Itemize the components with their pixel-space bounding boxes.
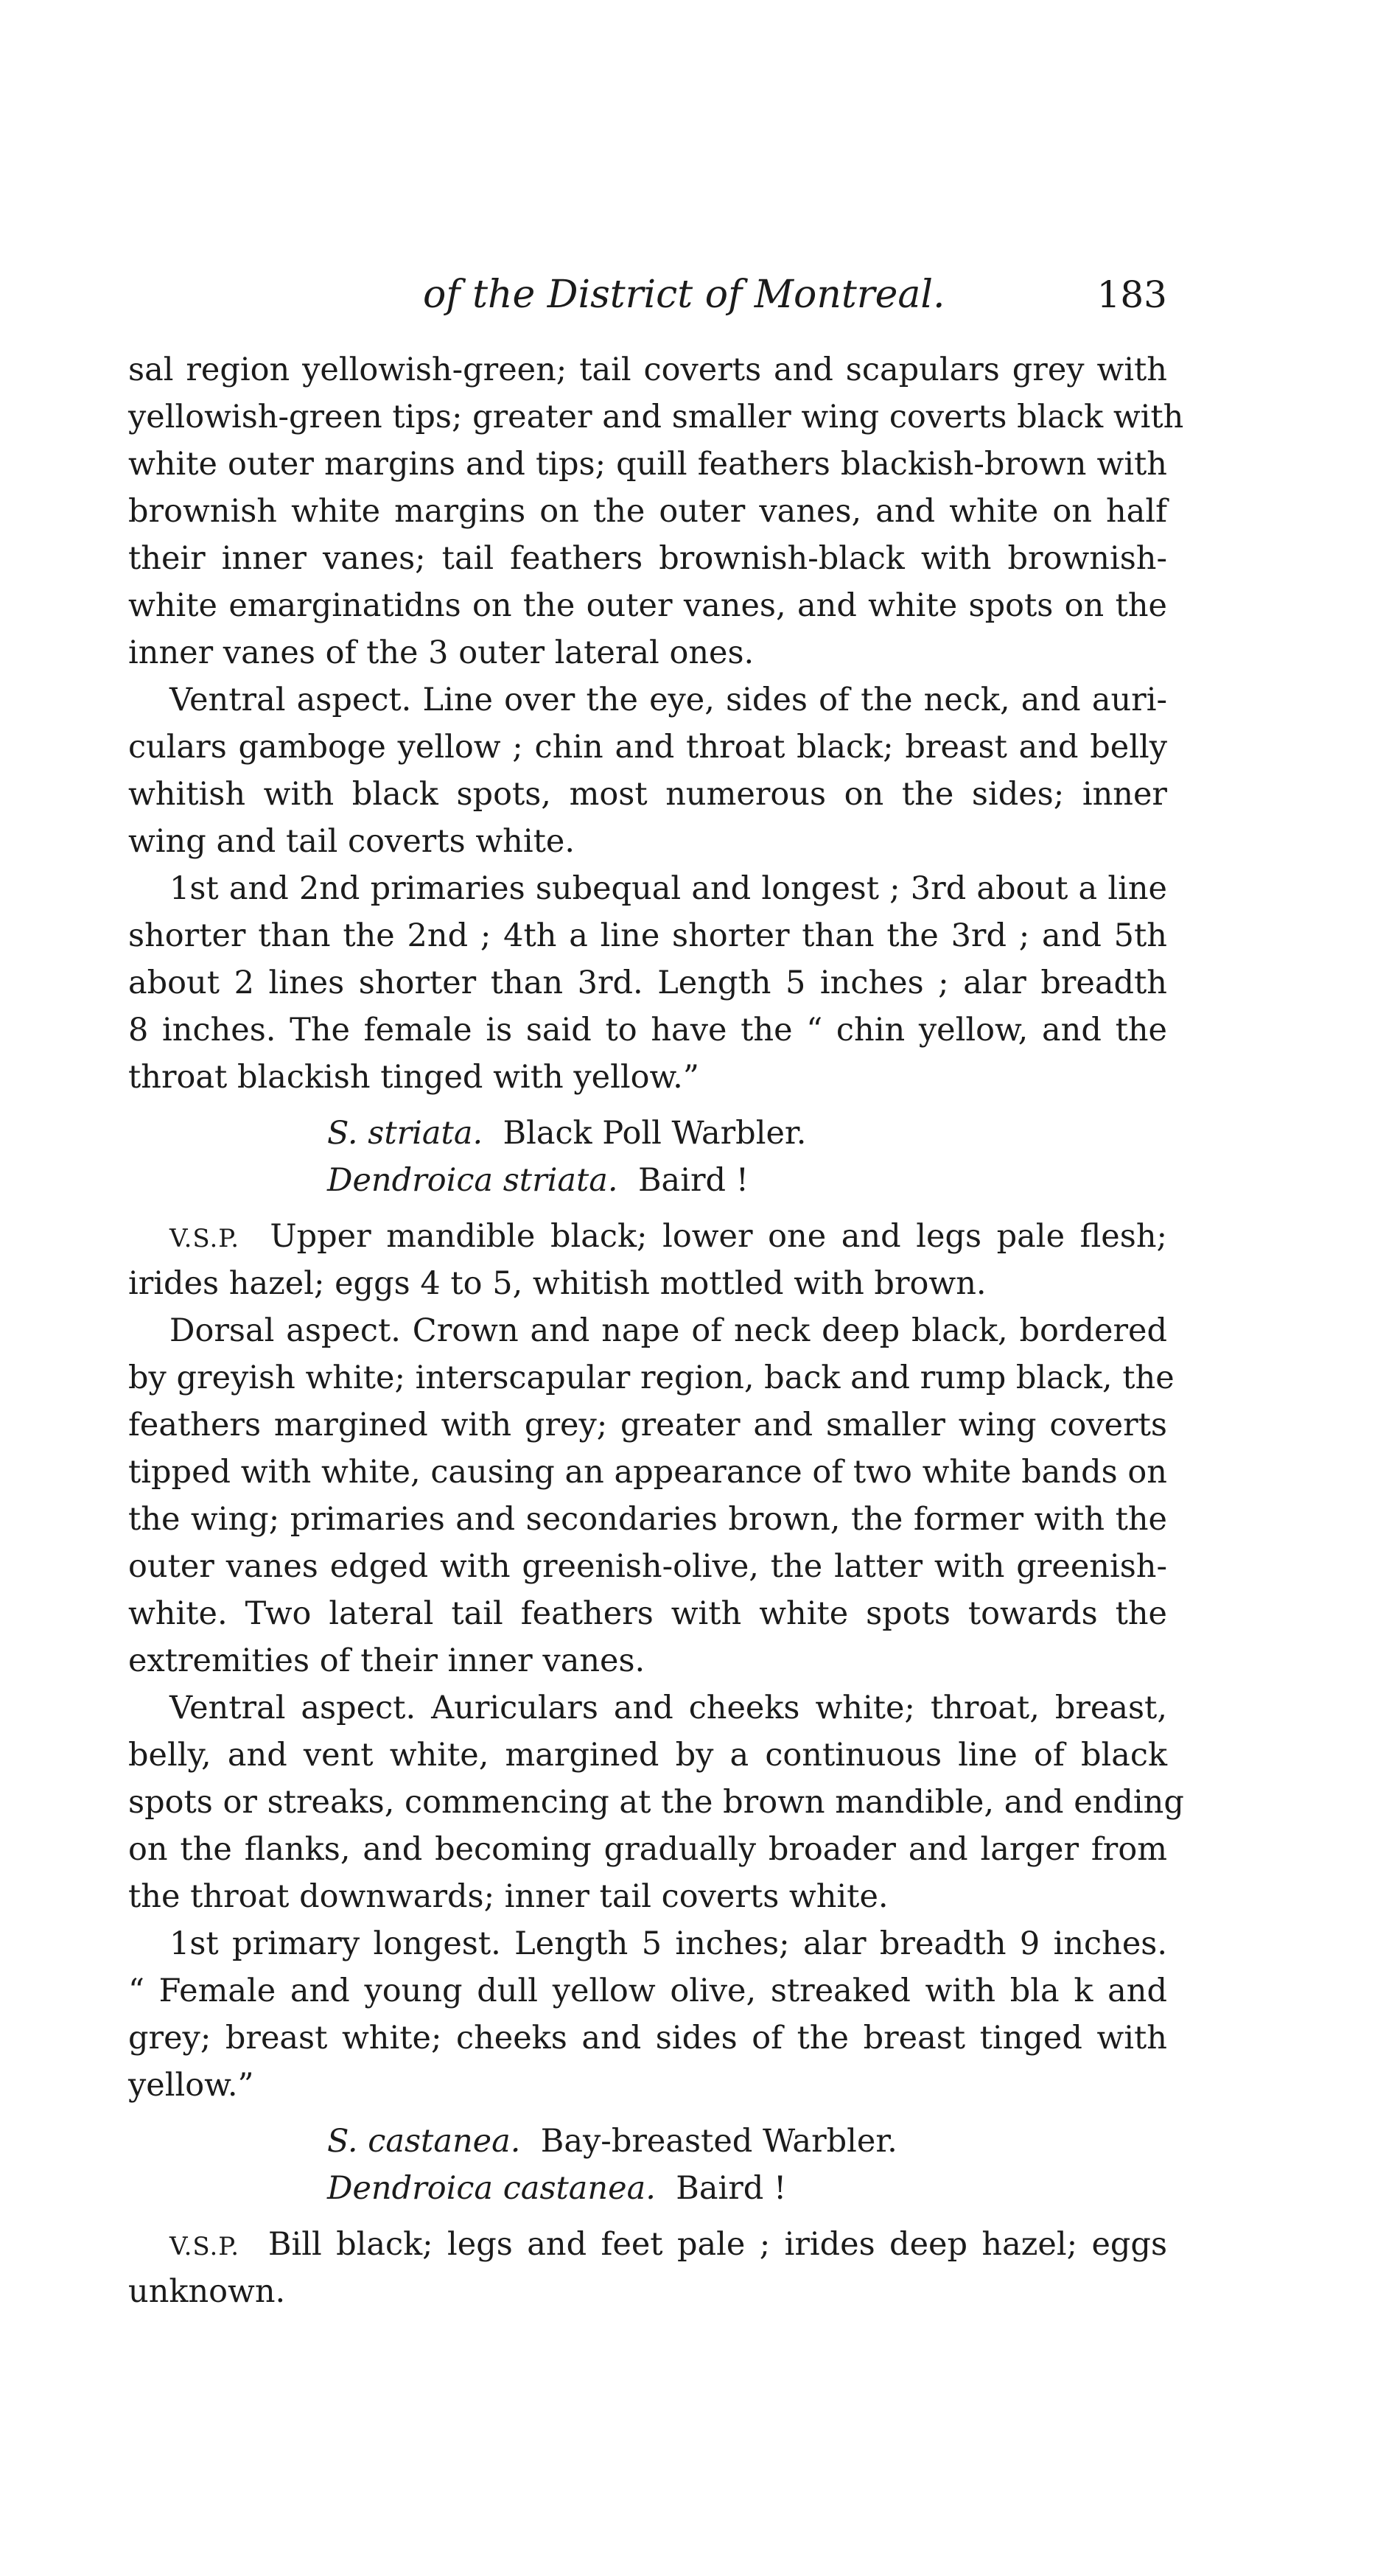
species-synonym-author: Baird ! [637,1162,749,1199]
text-line: yellow.” [128,2067,254,2104]
text-line: Ventral aspect. Line over the eye, sides of the neck, and auri- [169,682,1167,718]
text-line: by greyish white; interscapular region, back and rump black, the [128,1359,1175,1396]
species-name-line [128,1110,1167,1157]
species-synonym-name: Dendroica castanea. [327,2170,656,2207]
species-heading-striata [128,1110,1167,1204]
text-line: their inner vanes; tail feathers brownish-black with brownish- [128,540,1167,577]
species-synonym-author: Baird ! [676,2170,787,2207]
text-line: unknown. [128,2273,286,2310]
paragraph-primaries [128,865,1167,1101]
species-common-name: Bay-breasted Warbler. [540,2123,897,2160]
text-line: white. Two lateral tail feathers with white spots towards the [128,1595,1167,1632]
text-line: irides hazel; eggs 4 to 5, whitish mottled with brown. [128,1265,987,1302]
species-scientific-name: S. castanea. [327,2123,521,2160]
text-line: white outer margins and tips; quill feathers blackish-brown with [128,446,1167,483]
paragraph-ventral-aspect [128,676,1167,865]
text-line: the wing; primaries and secondaries brown, the former with the [128,1501,1167,1538]
species-synonym-line [128,1157,1167,1204]
paragraph-primary-striata [128,1920,1167,2109]
text-line: the throat downwards; inner tail coverts white. [128,1878,889,1915]
text-line: whitish with black spots, most numerous on the sides; inner [128,776,1167,813]
text-line: shorter than the 2nd ; 4th a line shorter than the 3rd ; and 5th [128,917,1167,954]
page-number: 183 [1096,273,1167,316]
body-text [128,346,1184,2315]
text-line: feathers margined with grey; greater and smaller wing coverts [128,1407,1167,1443]
paragraph-vsp-castanea [128,2221,1167,2315]
text-line: Dorsal aspect. Crown and nape of neck deep black, bordered [169,1312,1167,1349]
text-line: 8 inches. The female is said to have the “ chin yellow, and the [128,1012,1167,1049]
text-line: 1st and 2nd primaries subequal and longest ; 3rd about a line [169,870,1167,907]
species-heading-castanea [128,2118,1167,2212]
paragraph-vsp-striata [128,1213,1167,1307]
text-line: white emarginatidns on the outer vanes, and white spots on the [128,587,1167,624]
species-synonym-line [128,2165,1167,2212]
paragraph-dorsal-continuation [128,346,1184,676]
text-line: throat blackish tinged with yellow.” [128,1059,699,1096]
paragraph-ventral-aspect-striata [128,1684,1184,1920]
species-name-line [128,2118,1167,2165]
paragraph-dorsal-aspect-striata [128,1307,1175,1684]
text-line: yellowish-green tips; greater and smaller wing coverts black with [128,399,1184,435]
species-common-name: Black Poll Warbler. [503,1115,807,1152]
text-line: spots or streaks, commencing at the brown mandible, and ending [128,1784,1184,1821]
species-scientific-name: S. striata. [327,1115,483,1152]
text-line: on the flanks, and becoming gradually broader and larger from [128,1831,1167,1868]
text-line: Ventral aspect. Auriculars and cheeks white; throat, breast, [169,1690,1167,1726]
text-line: wing and tail coverts white. [128,823,575,860]
vsp-abbreviation: V.S.P. [169,1224,240,1253]
text-line: about 2 lines shorter than 3rd. Length 5 inches ; alar breadth [128,965,1167,1001]
text-line-content: Upper mandible black; lower one and legs pale flesh; [270,1218,1167,1255]
text-line: extremities of their inner vanes. [128,1642,645,1679]
text-line: sal region yellowish-green; tail coverts and scapulars grey with [128,351,1167,388]
text-line [128,1213,1167,1260]
text-line: 1st primary longest. Length 5 inches; alar breadth 9 inches. [169,1925,1167,1962]
page-header [128,265,1167,324]
text-line: outer vanes edged with greenish-olive, the latter with greenish- [128,1548,1167,1585]
text-line: tipped with white, causing an appearance of two white bands on [128,1454,1167,1491]
text-line [128,2221,1167,2268]
text-line: culars gamboge yellow ; chin and throat black; breast and belly [128,729,1167,766]
text-line: grey; breast white; cheeks and sides of the breast tinged with [128,2020,1167,2057]
text-line: brownish white margins on the outer vanes, and white on half [128,493,1167,530]
text-line: “ Female and young dull yellow olive, streaked with bla k and [128,1973,1167,2009]
text-line: inner vanes of the 3 outer lateral ones. [128,634,755,671]
text-line: belly, and vent white, margined by a continuous line of black [128,1737,1167,1774]
species-synonym-name: Dendroica striata. [327,1162,618,1199]
running-title: of the District of Montreal. [423,273,945,317]
vsp-abbreviation: V.S.P. [169,2232,240,2261]
text-line-content: Bill black; legs and feet pale ; irides deep hazel; eggs [267,2226,1168,2263]
